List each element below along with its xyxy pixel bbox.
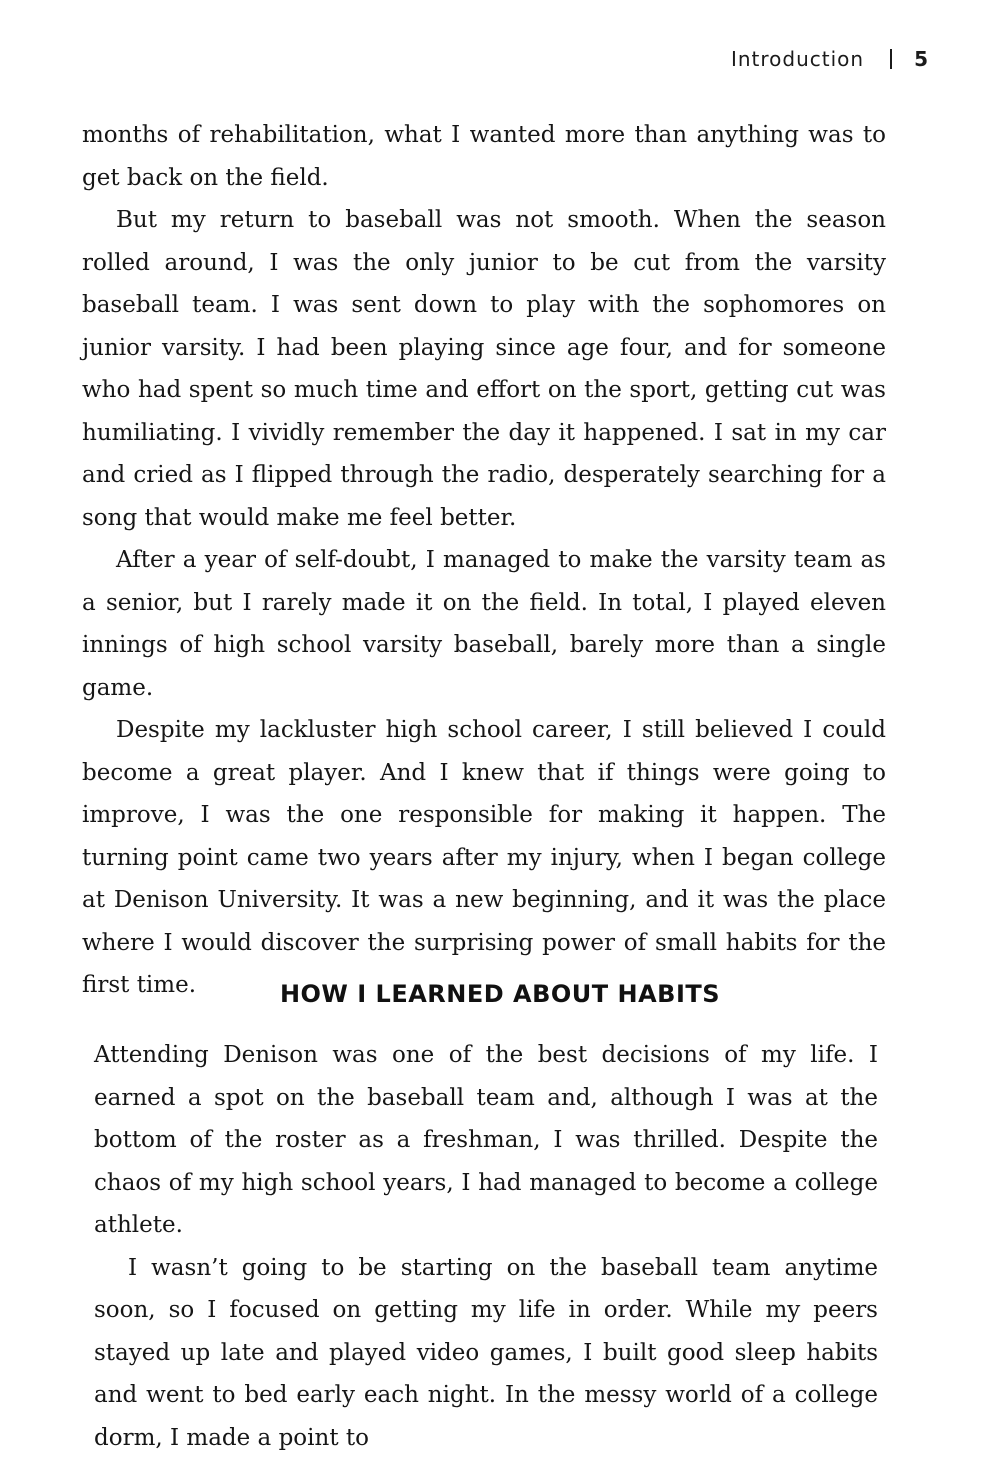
paragraph: But my return to baseball was not smooth. When the season rolled around, I was the only junior to be cut from the varsity baseball team. I was sent down to play with the sophomores on junior varsity. I had been playing since age four, and for someone who had spent so much time and effort on the sport, getting cut was humiliating. I vividly remember the day it happened. I sat in my car and cried as I flipped through the radio, desperately searching for a song that would make me feel better.	[82, 199, 886, 539]
paragraph: After a year of self-doubt, I managed to make the varsity team as a senior, but I rarely made it on the field. In total, I played eleven innings of high school varsity baseball, barely more than a single game.	[82, 539, 886, 709]
body-text-before-heading	[82, 114, 886, 1007]
running-head-separator	[890, 49, 892, 69]
paragraph: Despite my lackluster high school career, I still believed I could become a great player. And I knew that if things were going to improve, I was the one responsible for making it happen. The turning point came two years after my injury, when I began college at Denison University. It was a new beginning, and it was the place where I would discover the surprising power of small habits for the first time.	[82, 709, 886, 1007]
running-head-section: Introduction	[731, 47, 864, 71]
section-heading: HOW I LEARNED ABOUT HABITS	[0, 980, 1000, 1008]
paragraph: Attending Denison was one of the best decisions of my life. I earned a spot on the baseball team and, although I was at the bottom of the roster as a freshman, I was thrilled. Despite the chaos of my high school years, I had managed to become a college athlete.	[94, 1034, 878, 1247]
running-head	[731, 47, 928, 71]
body-text-after-heading	[94, 1034, 878, 1459]
page-number: 5	[914, 47, 928, 71]
paragraph-continued: months of rehabilitation, what I wanted more than anything was to get back on the field.	[82, 114, 886, 199]
paragraph: I wasn’t going to be starting on the baseball team anytime soon, so I focused on getting my life in order. While my peers stayed up late and played video games, I built good sleep habits and went to bed early each night. In the messy world of a college dorm, I made a point to	[94, 1247, 878, 1459]
